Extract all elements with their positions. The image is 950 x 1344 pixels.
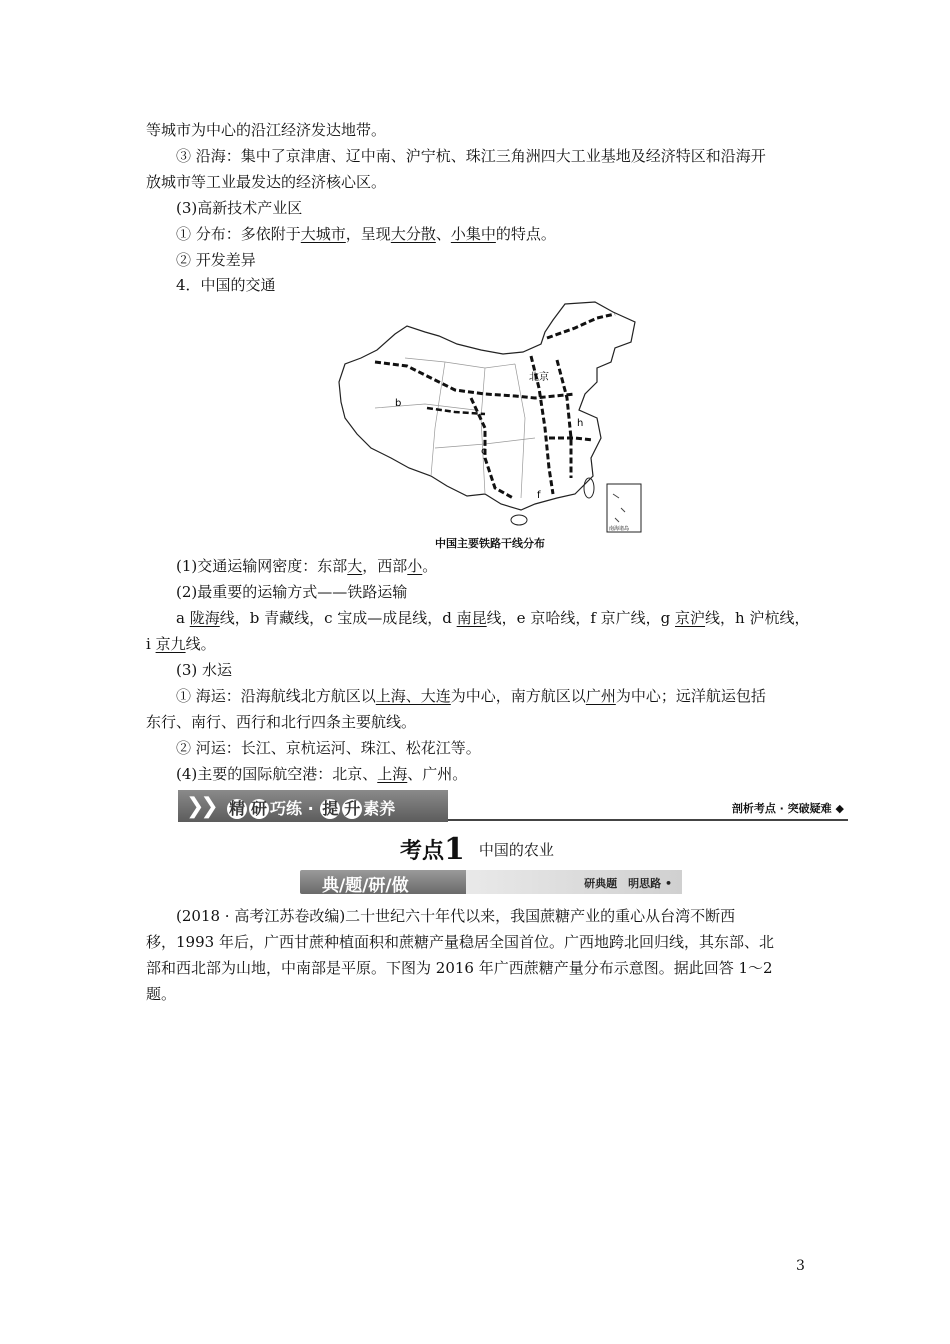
question-line: 部和西北部为山地，中南部是平原。下图为 2016 年广西蔗糖产量分布示意图。据此回答 1～2	[146, 959, 773, 977]
taiwan-island	[584, 478, 594, 498]
banner-bar	[178, 790, 448, 822]
text-span: 为中心，南方航区以	[450, 687, 586, 705]
banner-char: 升	[344, 799, 361, 818]
inset-label: 南海诸岛	[609, 526, 630, 532]
banner-char: 提	[322, 799, 339, 818]
banner-subtitle	[732, 800, 844, 816]
banner-char: 巧练	[270, 799, 303, 818]
answer-blank: 上海	[377, 765, 408, 783]
text-span: 。	[422, 557, 438, 575]
railway-line	[557, 360, 571, 478]
answer-blank: 大城市	[300, 225, 346, 243]
banner-subtitle-text: 剖析考点 · 突破疑难	[731, 802, 832, 815]
china-outline-map	[335, 298, 645, 534]
question-line: 题。	[146, 985, 177, 1003]
banner-char: 研	[250, 799, 267, 818]
dot-icon: •	[664, 877, 672, 890]
section-banner	[178, 790, 848, 824]
answer-blank: 小	[407, 557, 423, 575]
text-line: ③ 沿海：集中了京津唐、辽中南、沪宁杭、珠江三角洲四大工业基地及经济特区和沿海开	[176, 147, 766, 165]
railway-line	[547, 314, 615, 338]
map-label-f: f	[537, 490, 541, 501]
answer-blank: 大分散	[390, 225, 436, 243]
answer-blank: 大	[347, 557, 363, 575]
sub-banner	[300, 870, 682, 894]
text-line: (3) 水运	[176, 661, 233, 679]
answer-blank: 南昆	[456, 609, 487, 627]
text-line	[176, 556, 437, 576]
text-line: (3)高新技术产业区	[176, 199, 303, 217]
answer-blank: 广州	[585, 687, 616, 705]
text-span: 、广州。	[407, 765, 468, 783]
text-span: 线，h 沪杭线，	[705, 609, 810, 627]
banner-rule	[448, 819, 848, 821]
answer-blank: 京九	[155, 635, 186, 653]
kaodian-heading	[400, 832, 554, 867]
kaodian-title: 考点	[400, 839, 445, 864]
hainan-island	[511, 515, 527, 525]
text-line	[176, 224, 556, 244]
text-span: i	[146, 635, 156, 653]
text-span: ，西部	[362, 557, 408, 575]
text-span: ，呈现	[345, 225, 391, 243]
map-label-c: c	[481, 446, 487, 457]
sub-banner-bar	[300, 870, 466, 894]
sub-banner-title: 典/题/研/做	[322, 876, 409, 896]
text-line: 放城市等工业最发达的经济核心区。	[146, 173, 387, 191]
answer-blank: 京沪	[675, 609, 706, 627]
text-line	[146, 634, 216, 654]
text-line: ② 开发差异	[176, 251, 256, 269]
double-chevron-icon: ❯❯	[186, 794, 215, 819]
map-caption: 中国主要铁路干线分布	[435, 537, 545, 550]
text-line: 等城市为中心的沿江经济发达地带。	[146, 121, 387, 139]
text-span: (4)主要的国际航空港：北京、	[176, 765, 378, 783]
text-span: 线。	[185, 635, 216, 653]
text-line: 东行、南行、西行和北行四条主要航线。	[146, 713, 417, 731]
answer-blank: 陇海	[189, 609, 220, 627]
text-span: 为中心；远洋航运包括	[615, 687, 766, 705]
answer-blank: 上海、大连	[375, 687, 451, 705]
text-line	[176, 686, 766, 706]
answer-blank: 小集中	[450, 225, 496, 243]
text-span: 线，b 青藏线，c 宝成—成昆线，d	[219, 609, 457, 627]
banner-dot: ·	[307, 799, 314, 818]
banner-char: 素养	[363, 799, 396, 818]
text-span: ① 分布：多依附于	[176, 225, 301, 243]
text-line: 4．中国的交通	[176, 276, 276, 294]
diamond-icon: ◆	[835, 802, 844, 815]
text-span: ① 海运：沿海航线北方航区以	[176, 687, 376, 705]
railway-map	[335, 298, 645, 553]
sub-banner-subtitle-text: 研典题 明思路	[584, 877, 662, 890]
text-span: 线，e 京哈线，f 京广线，g	[486, 609, 676, 627]
text-line: ② 河运：长江、京杭运河、珠江、松花江等。	[176, 739, 481, 757]
text-span: (1)交通运输网密度：东部	[176, 557, 348, 575]
map-label-beijing: 北京	[529, 372, 549, 383]
inset-box	[607, 484, 641, 532]
text-line: (2)最重要的运输方式——铁路运输	[176, 583, 408, 601]
question-line: 移，1993 年后，广西甘蔗种植面积和蔗糖产量稳居全国首位。广西地跨北回归线，其东部、北	[146, 933, 774, 951]
kaodian-subtitle: 中国的农业	[478, 841, 554, 859]
sub-banner-subtitle	[584, 875, 672, 891]
page-number: 3	[796, 1258, 805, 1274]
map-label-h: h	[577, 418, 584, 429]
question-line: (2018 · 高考江苏卷改编)二十世纪六十年代以来，我国蔗糖产业的重心从台湾不断西	[176, 907, 736, 925]
province-borders	[375, 358, 535, 498]
text-line	[176, 764, 467, 784]
text-span: 、	[435, 225, 451, 243]
text-span: a	[176, 609, 190, 627]
kaodian-number: 1	[444, 832, 465, 867]
banner-char: 精	[228, 799, 245, 818]
text-line	[176, 608, 809, 628]
map-label-b: b	[395, 398, 402, 409]
text-span: 的特点。	[495, 225, 556, 243]
banner-title	[226, 796, 395, 819]
